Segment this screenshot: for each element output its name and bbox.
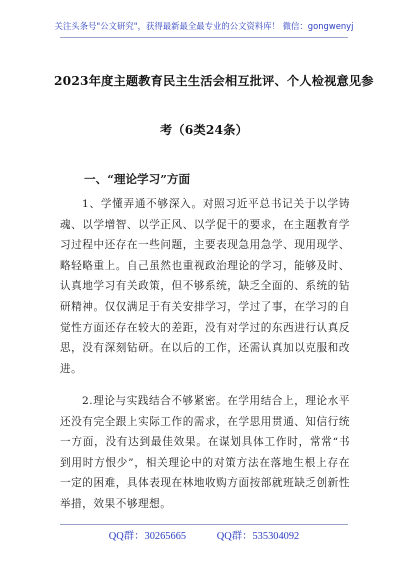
header-note: 关注头条号"公文研究"，获得最新最全最专业的公文资料库！ 微信：gongwenyj (54, 21, 354, 31)
paragraph-1 (60, 194, 350, 379)
document-title-line-2: 考（6类24条） (160, 123, 248, 137)
qq-group-2: QQ群：535304092 (216, 531, 300, 542)
paragraph-2-text: 2.理论与实践结合不够紧密。在学用结合上，理论水平还没有完全跟上实际工作的需求，在学思用贯通、知信行统一方面，没有达到最佳效果。在谋划具体工作时，常常“书到用时方恨少”，相关理论中的对策方法在落地生根上存在一定的困难，具体表现在林地收购方面按部就班缺乏创新性举措，效果不够理想。 (60, 395, 350, 510)
footer-contacts (0, 530, 408, 544)
paragraph-1-text: 1、学懂弄通不够深入。对照习近平总书记关于以学铸魂、以学增智、以学正风、以学促干的要求，在主题教育学习过程中还存在一些问题，主要表现急用急学、现用现学、略轻略重上。自己虽然也重视政治理论的学习，能够及时、认真地学习有关政策，但不够系统，缺乏全面的、系统的钻研精神。仅仅满足于有关安排学习，学过了事，在学习的自觉性方面还存在较大的差距，没有对学过的东西进行认真反思，没有深刻钻研。在以后的工作，还需认真加以克服和改进。 (60, 198, 350, 375)
header-divider (60, 37, 348, 38)
section-heading-theory-study: 一、“理论学习”方面 (84, 172, 191, 186)
qq-group-1: QQ群：30265665 (108, 531, 187, 542)
paragraph-2 (60, 391, 350, 515)
footer-divider (60, 524, 348, 525)
document-title-line-1: 2023年度主题教育民主生活会相互批评、个人检视意见参 (54, 74, 374, 88)
